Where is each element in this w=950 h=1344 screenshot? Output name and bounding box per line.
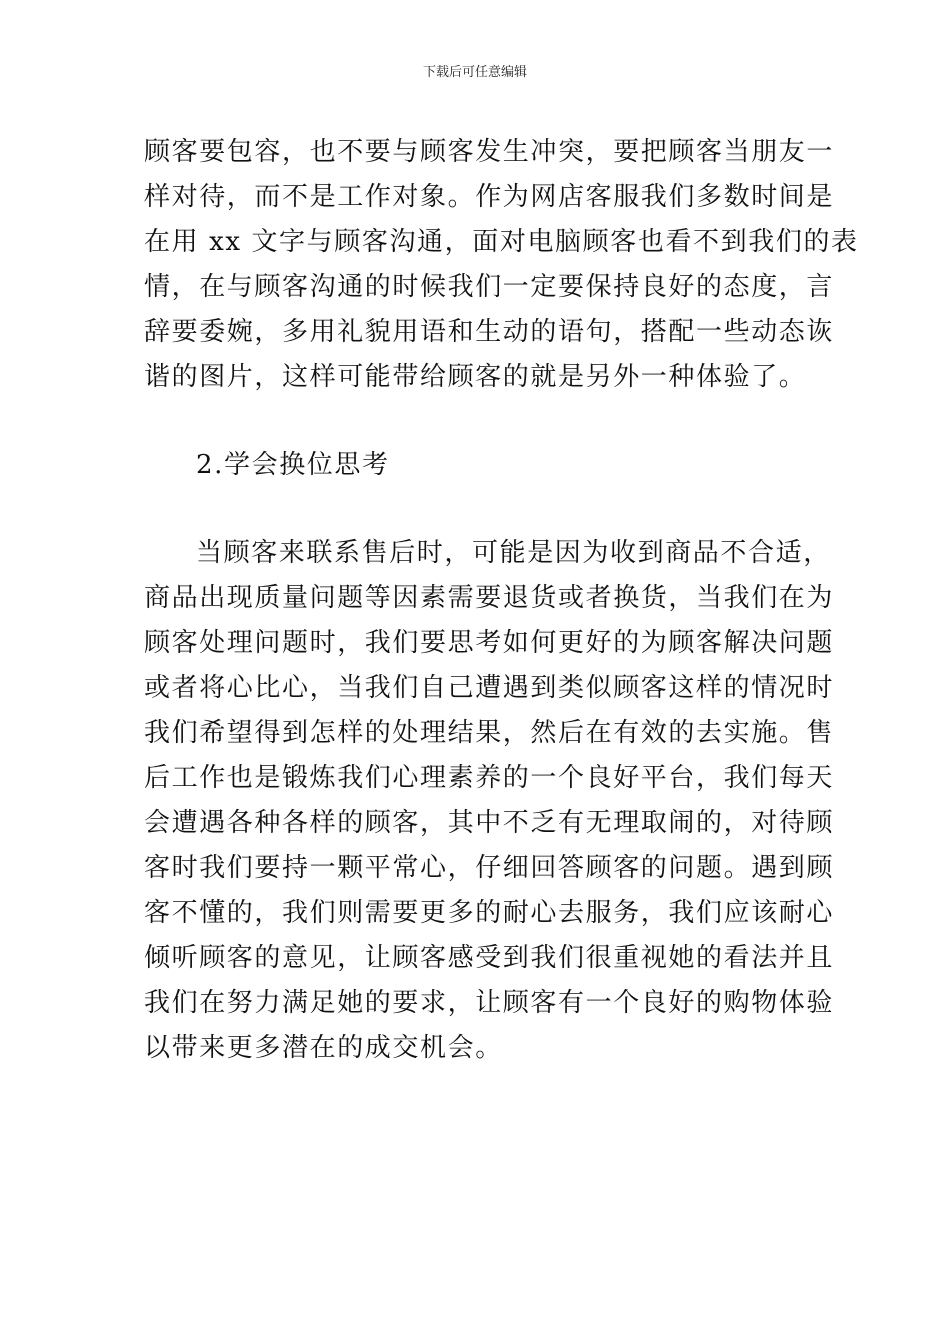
text-line: 客不懂的，我们则需要更多的耐心去服务，我们应该耐心	[144, 898, 835, 928]
text-line: 我们在努力满足她的要求，让顾客有一个良好的购物体验	[144, 988, 835, 1018]
text-line: 辞要委婉，多用礼貌用语和生动的语句，搭配一些动态诙	[144, 317, 835, 347]
paragraph-empathy	[144, 531, 835, 1071]
paragraph-customer-attitude	[144, 130, 859, 400]
text-line: 样对待，而不是工作对象。作为网店客服我们多数时间是	[144, 182, 835, 212]
page-header: 下载后可任意编辑	[422, 65, 527, 80]
text-line: 客时我们要持一颗平常心，仔细回答顾客的问题。遇到顾	[144, 853, 835, 883]
document-body	[144, 130, 859, 1071]
text-line: 后工作也是锻炼我们心理素养的一个良好平台，我们每天	[144, 763, 835, 793]
text-line: 情，在与顾客沟通的时候我们一定要保持良好的态度，言	[144, 272, 835, 302]
section-heading: 2.学会换位思考	[196, 450, 390, 480]
text-line: 我们希望得到怎样的处理结果，然后在有效的去实施。售	[144, 718, 835, 748]
text-line: 商品出现质量问题等因素需要退货或者换货，当我们在为	[144, 583, 835, 613]
text-line: 在用 xx 文字与顾客沟通，面对电脑顾客也看不到我们的表	[144, 227, 859, 257]
text-line: 倾听顾客的意见，让顾客感受到我们很重视她的看法并且	[144, 943, 835, 973]
text-line: 以带来更多潜在的成交机会。	[144, 1033, 503, 1063]
text-line: 顾客要包容，也不要与顾客发生冲突，要把顾客当朋友一	[144, 137, 835, 167]
text-line: 或者将心比心，当我们自己遭遇到类似顾客这样的情况时	[144, 673, 835, 703]
text-line: 谐的图片，这样可能带给顾客的就是另外一种体验了。	[144, 362, 807, 392]
text-line: 顾客处理问题时，我们要思考如何更好的为顾客解决问题	[144, 628, 835, 658]
text-line: 会遭遇各种各样的顾客，其中不乏有无理取闹的，对待顾	[144, 808, 835, 838]
text-line: 当顾客来联系售后时，可能是因为收到商品不合适，	[196, 538, 831, 568]
